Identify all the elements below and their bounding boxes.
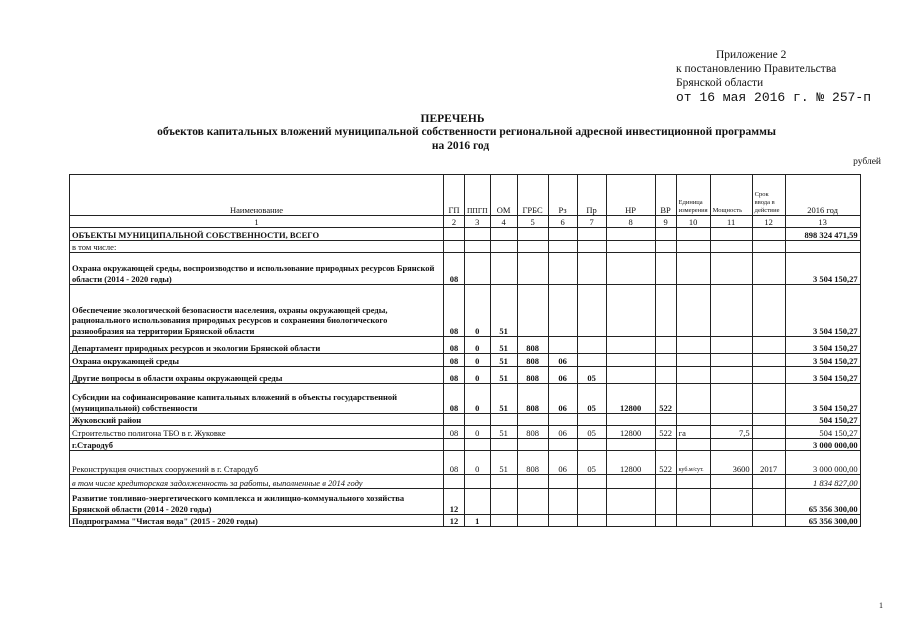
row-om-cell — [490, 515, 517, 527]
row-rz-cell — [548, 337, 577, 354]
table-row — [70, 451, 861, 475]
row-term-cell — [752, 367, 785, 384]
row-np-cell: 12800 — [606, 384, 655, 414]
table-row — [70, 241, 861, 253]
row-grbs-cell: 808 — [517, 451, 548, 475]
row-ppgp-cell: 0 — [465, 451, 491, 475]
row-vr-cell: 522 — [655, 451, 676, 475]
row-ppgp-cell — [465, 475, 491, 489]
row-rz-cell — [548, 475, 577, 489]
row-unit-cell — [676, 384, 710, 414]
row-grbs-cell: 808 — [517, 337, 548, 354]
row-power-cell — [710, 384, 752, 414]
header-vr: ВР — [655, 175, 676, 216]
header-ppgp: ППГП — [465, 175, 491, 216]
row-amount-cell: 504 150,27 — [785, 414, 860, 426]
table-row — [70, 354, 861, 367]
appendix-line-2: к постановлению Правительства — [676, 63, 837, 75]
row-vr-cell — [655, 475, 676, 489]
row-power-cell — [710, 241, 752, 253]
row-np-cell: 12800 — [606, 451, 655, 475]
column-number-cell: 3 — [465, 216, 491, 228]
row-power-cell — [710, 354, 752, 367]
header-unit: Единица измерения — [676, 175, 710, 216]
row-grbs-cell — [517, 285, 548, 337]
row-np-cell — [606, 515, 655, 527]
row-gp-cell: 12 — [444, 489, 465, 515]
row-np-cell — [606, 228, 655, 241]
column-number-cell: 8 — [606, 216, 655, 228]
row-term-cell: 2017 — [752, 451, 785, 475]
header-power: Мощность — [710, 175, 752, 216]
row-gp-cell: 08 — [444, 384, 465, 414]
row-amount-cell: 3 504 150,27 — [785, 285, 860, 337]
row-name-cell: Субсидии на софинансирование капитальных вложений в объекты государственной (муниципальной) собственности — [70, 384, 444, 414]
row-om-cell — [490, 241, 517, 253]
document-title: ПЕРЕЧЕНЬ — [420, 113, 485, 125]
column-number-cell: 10 — [676, 216, 710, 228]
row-rz-cell: 06 — [548, 426, 577, 439]
row-ppgp-cell — [465, 439, 491, 451]
row-ppgp-cell: 0 — [465, 337, 491, 354]
row-unit-cell — [676, 337, 710, 354]
column-number-cell: 1 — [70, 216, 444, 228]
table-row — [70, 439, 861, 451]
document-year: на 2016 год — [431, 140, 490, 152]
row-gp-cell: 08 — [444, 337, 465, 354]
table-row — [70, 384, 861, 414]
row-name-cell: Охрана окружающей среды — [70, 354, 444, 367]
row-om-cell — [490, 475, 517, 489]
table-row — [70, 426, 861, 439]
row-grbs-cell — [517, 253, 548, 285]
row-unit-cell — [676, 285, 710, 337]
column-number-cell: 4 — [490, 216, 517, 228]
row-pr-cell — [577, 337, 606, 354]
row-ppgp-cell: 0 — [465, 426, 491, 439]
row-vr-cell — [655, 253, 676, 285]
column-number-cell: 7 — [577, 216, 606, 228]
row-grbs-cell: 808 — [517, 354, 548, 367]
row-gp-cell: 08 — [444, 354, 465, 367]
row-pr-cell — [577, 285, 606, 337]
row-unit-cell — [676, 228, 710, 241]
row-gp-cell: 08 — [444, 451, 465, 475]
row-vr-cell: 522 — [655, 426, 676, 439]
row-vr-cell — [655, 367, 676, 384]
row-vr-cell: 522 — [655, 384, 676, 414]
row-rz-cell — [548, 439, 577, 451]
row-rz-cell — [548, 515, 577, 527]
row-pr-cell — [577, 489, 606, 515]
row-amount-cell: 3 504 150,27 — [785, 354, 860, 367]
row-name-cell: Департамент природных ресурсов и экологии Брянской области — [70, 337, 444, 354]
header-np: НР — [606, 175, 655, 216]
row-power-cell — [710, 515, 752, 527]
row-unit-cell — [676, 439, 710, 451]
row-om-cell: 51 — [490, 354, 517, 367]
row-om-cell — [490, 439, 517, 451]
header-rz: Рз — [548, 175, 577, 216]
row-gp-cell — [444, 228, 465, 241]
row-np-cell — [606, 337, 655, 354]
row-grbs-cell — [517, 228, 548, 241]
row-term-cell — [752, 439, 785, 451]
row-np-cell — [606, 285, 655, 337]
row-power-cell — [710, 439, 752, 451]
row-power-cell — [710, 337, 752, 354]
row-name-cell: Другие вопросы в области охраны окружающей среды — [70, 367, 444, 384]
table-row — [70, 414, 861, 426]
row-power-cell: 7,5 — [710, 426, 752, 439]
row-power-cell — [710, 414, 752, 426]
row-pr-cell — [577, 475, 606, 489]
row-vr-cell — [655, 515, 676, 527]
row-unit-cell — [676, 367, 710, 384]
row-unit-cell: га — [676, 426, 710, 439]
row-vr-cell — [655, 354, 676, 367]
row-power-cell — [710, 253, 752, 285]
investment-table — [69, 174, 861, 527]
row-unit-cell — [676, 241, 710, 253]
row-amount-cell: 1 834 827,00 — [785, 475, 860, 489]
row-grbs-cell: 808 — [517, 384, 548, 414]
row-om-cell — [490, 253, 517, 285]
table-row — [70, 475, 861, 489]
row-rz-cell — [548, 414, 577, 426]
column-number-cell: 11 — [710, 216, 752, 228]
row-gp-cell — [444, 241, 465, 253]
row-vr-cell — [655, 337, 676, 354]
row-term-cell — [752, 354, 785, 367]
appendix-line-1: Приложение 2 — [716, 49, 787, 61]
row-amount-cell: 3 504 150,27 — [785, 253, 860, 285]
row-name-cell: г.Стародуб — [70, 439, 444, 451]
row-power-cell — [710, 489, 752, 515]
table-row — [70, 367, 861, 384]
row-term-cell — [752, 426, 785, 439]
row-name-cell: в том числе кредиторская задолженность за работы, выполненные в 2014 году — [70, 475, 444, 489]
row-unit-cell — [676, 414, 710, 426]
row-vr-cell — [655, 228, 676, 241]
row-unit-cell — [676, 354, 710, 367]
row-np-cell: 12800 — [606, 426, 655, 439]
table-row — [70, 337, 861, 354]
row-power-cell — [710, 228, 752, 241]
row-np-cell — [606, 489, 655, 515]
column-number-cell: 2 — [444, 216, 465, 228]
row-gp-cell: 08 — [444, 253, 465, 285]
row-term-cell — [752, 515, 785, 527]
header-term: Срок ввода в действие — [752, 175, 785, 216]
row-om-cell: 51 — [490, 337, 517, 354]
row-gp-cell — [444, 439, 465, 451]
row-pr-cell: 05 — [577, 384, 606, 414]
row-amount-cell: 504 150,27 — [785, 426, 860, 439]
row-name-cell: Обеспечение экологической безопасности населения, охраны окружающей среды, рационального использования природных ресурсов и сохранения биологического разнообразия на территории Брянской области — [70, 285, 444, 337]
row-pr-cell — [577, 354, 606, 367]
row-grbs-cell — [517, 489, 548, 515]
column-numbers-row — [70, 216, 861, 228]
row-term-cell — [752, 228, 785, 241]
row-ppgp-cell: 0 — [465, 285, 491, 337]
row-gp-cell: 08 — [444, 367, 465, 384]
row-amount-cell: 3 504 150,27 — [785, 367, 860, 384]
row-name-cell: Охрана окружающей среды, воспроизводство и использование природных ресурсов Брянской области (2014 - 2020 годы) — [70, 253, 444, 285]
header-grbs: ГРБС — [517, 175, 548, 216]
row-np-cell — [606, 439, 655, 451]
row-unit-cell — [676, 475, 710, 489]
row-amount-cell: 3 504 150,27 — [785, 337, 860, 354]
row-amount-cell: 3 000 000,00 — [785, 439, 860, 451]
row-term-cell — [752, 241, 785, 253]
header-pr: Пр — [577, 175, 606, 216]
row-amount-cell: 65 356 300,00 — [785, 489, 860, 515]
row-pr-cell — [577, 439, 606, 451]
row-power-cell: 3600 — [710, 451, 752, 475]
row-np-cell — [606, 253, 655, 285]
row-power-cell — [710, 285, 752, 337]
table-row — [70, 489, 861, 515]
column-number-cell: 12 — [752, 216, 785, 228]
row-om-cell: 51 — [490, 384, 517, 414]
column-number-cell: 9 — [655, 216, 676, 228]
row-pr-cell — [577, 414, 606, 426]
row-om-cell: 51 — [490, 426, 517, 439]
header-year: 2016 год — [785, 175, 860, 216]
row-name-cell: ОБЪЕКТЫ МУНИЦИПАЛЬНОЙ СОБСТВЕННОСТИ, ВСЕГО — [70, 228, 444, 241]
row-ppgp-cell: 1 — [465, 515, 491, 527]
row-rz-cell — [548, 253, 577, 285]
row-amount-cell — [785, 241, 860, 253]
row-pr-cell — [577, 515, 606, 527]
row-gp-cell: 12 — [444, 515, 465, 527]
row-rz-cell — [548, 228, 577, 241]
row-np-cell — [606, 475, 655, 489]
row-vr-cell — [655, 241, 676, 253]
row-amount-cell: 898 324 471,59 — [785, 228, 860, 241]
row-amount-cell: 3 504 150,27 — [785, 384, 860, 414]
appendix-line-4: от 16 мая 2016 г. № 257-п — [676, 90, 872, 105]
row-unit-cell — [676, 253, 710, 285]
row-amount-cell: 65 356 300,00 — [785, 515, 860, 527]
row-unit-cell — [676, 515, 710, 527]
row-om-cell — [490, 228, 517, 241]
row-name-cell: в том числе: — [70, 241, 444, 253]
row-unit-cell — [676, 489, 710, 515]
document-subtitle: объектов капитальных вложений муниципальной собственности региональной адресной инвестиционной программы — [157, 126, 776, 138]
header-om: ОМ — [490, 175, 517, 216]
row-grbs-cell — [517, 439, 548, 451]
row-rz-cell — [548, 241, 577, 253]
row-np-cell — [606, 414, 655, 426]
row-rz-cell: 06 — [548, 367, 577, 384]
row-pr-cell: 05 — [577, 367, 606, 384]
column-number-cell: 13 — [785, 216, 860, 228]
row-rz-cell: 06 — [548, 451, 577, 475]
row-om-cell: 51 — [490, 451, 517, 475]
row-pr-cell: 05 — [577, 426, 606, 439]
row-ppgp-cell — [465, 241, 491, 253]
row-name-cell: Развитие топливно-энергетического комплекса и жилищно-коммунального хозяйства Брянской области (2014 - 2020 годы) — [70, 489, 444, 515]
row-grbs-cell: 808 — [517, 367, 548, 384]
header-gp: ГП — [444, 175, 465, 216]
row-np-cell — [606, 367, 655, 384]
row-name-cell: Подпрограмма "Чистая вода" (2015 - 2020 годы) — [70, 515, 444, 527]
row-vr-cell — [655, 414, 676, 426]
appendix-line-3: Брянской области — [676, 77, 764, 89]
row-gp-cell — [444, 414, 465, 426]
row-om-cell — [490, 489, 517, 515]
row-ppgp-cell: 0 — [465, 354, 491, 367]
row-vr-cell — [655, 489, 676, 515]
column-number-cell: 6 — [548, 216, 577, 228]
row-ppgp-cell — [465, 253, 491, 285]
appendix-block — [676, 48, 871, 105]
row-rz-cell — [548, 489, 577, 515]
row-np-cell — [606, 354, 655, 367]
column-number-cell: 5 — [517, 216, 548, 228]
table-row — [70, 515, 861, 527]
row-name-cell: Строительство полигона ТБО в г. Жуковке — [70, 426, 444, 439]
row-om-cell — [490, 414, 517, 426]
row-rz-cell: 06 — [548, 354, 577, 367]
row-ppgp-cell — [465, 489, 491, 515]
row-grbs-cell: 808 — [517, 426, 548, 439]
row-power-cell — [710, 475, 752, 489]
row-om-cell: 51 — [490, 285, 517, 337]
row-gp-cell: 08 — [444, 285, 465, 337]
row-pr-cell: 05 — [577, 451, 606, 475]
table-row — [70, 228, 861, 241]
row-vr-cell — [655, 439, 676, 451]
row-term-cell — [752, 384, 785, 414]
row-term-cell — [752, 337, 785, 354]
row-power-cell — [710, 367, 752, 384]
row-ppgp-cell: 0 — [465, 384, 491, 414]
row-grbs-cell — [517, 414, 548, 426]
header-name: Наименование — [70, 175, 444, 216]
table-row — [70, 285, 861, 337]
page-number: 1 — [879, 601, 883, 610]
row-ppgp-cell — [465, 414, 491, 426]
row-term-cell — [752, 253, 785, 285]
row-term-cell — [752, 285, 785, 337]
row-grbs-cell — [517, 475, 548, 489]
table-row — [70, 253, 861, 285]
row-om-cell: 51 — [490, 367, 517, 384]
row-pr-cell — [577, 228, 606, 241]
row-ppgp-cell: 0 — [465, 367, 491, 384]
row-grbs-cell — [517, 515, 548, 527]
row-name-cell: Реконструкция очистных сооружений в г. Стародуб — [70, 451, 444, 475]
row-rz-cell — [548, 285, 577, 337]
row-vr-cell — [655, 285, 676, 337]
row-grbs-cell — [517, 241, 548, 253]
row-gp-cell: 08 — [444, 426, 465, 439]
row-rz-cell: 06 — [548, 384, 577, 414]
row-pr-cell — [577, 241, 606, 253]
row-term-cell — [752, 475, 785, 489]
row-pr-cell — [577, 253, 606, 285]
row-term-cell — [752, 489, 785, 515]
row-np-cell — [606, 241, 655, 253]
row-ppgp-cell — [465, 228, 491, 241]
row-gp-cell — [444, 475, 465, 489]
row-name-cell: Жуковский район — [70, 414, 444, 426]
currency-units: рублей — [853, 157, 881, 167]
row-term-cell — [752, 414, 785, 426]
table-header-row — [70, 175, 861, 216]
row-unit-cell: куб.м/сут. — [676, 451, 710, 475]
row-amount-cell: 3 000 000,00 — [785, 451, 860, 475]
